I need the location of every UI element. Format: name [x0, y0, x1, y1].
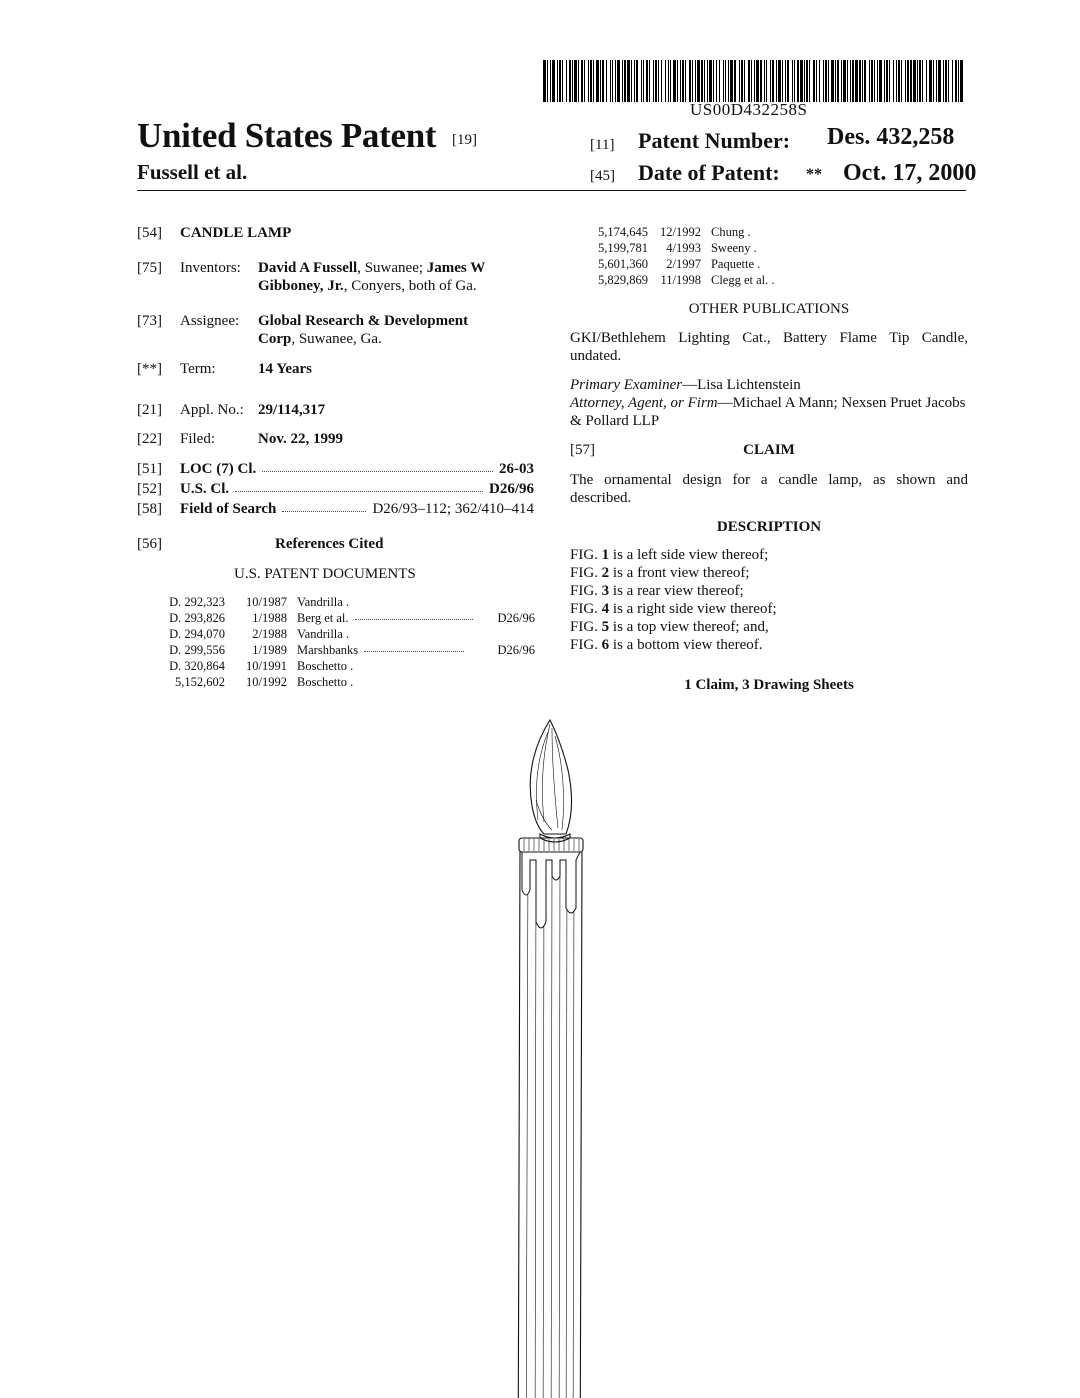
loc-value: 26-03 [499, 461, 534, 477]
figure-number: 4 [601, 601, 610, 617]
figure-prefix: FIG. [570, 565, 602, 581]
field-of-search-row [180, 500, 534, 518]
table-row [598, 224, 775, 240]
ref-cls [483, 658, 535, 674]
description-title: DESCRIPTION [716, 519, 822, 535]
ref-date: 2/1997 [666, 257, 701, 271]
ref-name: Clegg et al. . [710, 273, 775, 287]
ref-num: D. 293,826 [169, 611, 225, 625]
ref-name: Marshbanks [297, 642, 483, 658]
title-field-code: [54] [137, 225, 162, 241]
us-class-label: U.S. Cl. [180, 481, 230, 497]
ref-num: D. 299,556 [169, 643, 225, 657]
inventor-short: Fussell et al. [137, 160, 248, 184]
ref-name: Vandrilla . [297, 627, 350, 641]
table-row [155, 674, 535, 690]
claim-title: CLAIM [743, 442, 795, 458]
figure-description: is a right side view thereof; [609, 601, 777, 617]
appl-number: 29/114,317 [258, 402, 326, 418]
figure-item [570, 618, 968, 636]
ref-cls [483, 626, 535, 642]
figure-number: 2 [601, 565, 610, 581]
ref-name: Berg et al. [297, 610, 483, 626]
ref-num: 5,199,781 [598, 241, 648, 255]
ref-num: 5,152,602 [175, 675, 225, 689]
figure-description: is a bottom view thereof. [609, 637, 763, 653]
refs-code: [56] [137, 536, 162, 552]
figure-item [570, 582, 968, 600]
appl-code: [21] [137, 402, 162, 418]
barcode-bar [960, 60, 963, 102]
figure-prefix: FIG. [570, 619, 602, 635]
figure-item [570, 600, 968, 618]
leader-dots [364, 651, 464, 652]
ref-cls [483, 674, 535, 690]
ref-date: 1/1988 [252, 611, 287, 625]
ref-num: D. 320,864 [169, 659, 225, 673]
ref-num: D. 294,070 [169, 627, 225, 641]
loc-class-row [180, 460, 534, 478]
assignee-location: , Suwanee, Ga. [291, 331, 382, 347]
field-value: D26/93–112; 362/410–414 [372, 501, 534, 517]
title-code: [19] [452, 132, 477, 148]
attorney [570, 394, 968, 430]
filed-label: Filed: [180, 431, 216, 447]
inventors-code: [75] [137, 260, 162, 276]
assignee-line-2 [258, 330, 382, 348]
examiner-name: —Lisa Lichtenstein [682, 377, 801, 393]
inventors-label: Inventors: [180, 260, 241, 276]
figure-item [570, 636, 968, 654]
term-value: 14 Years [258, 361, 313, 377]
leader-dots [355, 619, 473, 620]
table-row [155, 642, 535, 658]
refs-title: References Cited [275, 536, 384, 552]
leader-dots [262, 471, 493, 472]
patent-number-label: Patent Number: [638, 128, 791, 153]
date-label: Date of Patent: [638, 160, 780, 185]
table-row [598, 272, 775, 288]
candle-top-ring [519, 838, 583, 852]
ref-name: Boschetto . [297, 659, 354, 673]
inventors-line-1 [258, 259, 485, 277]
ref-num: 5,601,360 [598, 257, 648, 271]
figure-description: is a top view thereof; and, [609, 619, 769, 635]
figure-number: 3 [601, 583, 610, 599]
figure-description: is a rear view thereof; [609, 583, 744, 599]
patent-number-code: [11] [590, 137, 615, 153]
appl-label: Appl. No.: [180, 402, 244, 418]
inventor-2-first: James W [426, 260, 486, 276]
table-row [598, 256, 775, 272]
ref-name: Boschetto . [297, 675, 354, 689]
ref-name: Sweeny . [710, 241, 757, 255]
date-code: [45] [590, 168, 615, 184]
other-pubs-text: GKI/Bethlehem Lighting Cat., Battery Flame Tip Candle, undated. [570, 330, 968, 364]
table-row [155, 626, 535, 642]
figure-description: is a front view thereof; [609, 565, 750, 581]
figure-item [570, 546, 968, 564]
ref-num: 5,829,869 [598, 273, 648, 287]
patent-office-title: United States Patent [137, 116, 437, 155]
term-code: [**] [137, 361, 162, 377]
figure-list [570, 546, 968, 654]
ref-date: 10/1987 [246, 595, 287, 609]
assignee-label: Assignee: [180, 313, 240, 329]
field-code: [58] [137, 501, 162, 517]
barcode [543, 60, 967, 102]
ref-date: 12/1992 [660, 225, 701, 239]
candle-lamp-drawing [440, 710, 640, 1398]
figure-prefix: FIG. [570, 637, 602, 653]
claim-text: The ornamental design for a candle lamp, as shown and described. [570, 472, 968, 506]
date-mark: ** [806, 166, 822, 183]
ref-name: Vandrilla . [297, 595, 350, 609]
patent-number: Des. 432,258 [827, 124, 955, 150]
ref-date: 1/1989 [252, 643, 287, 657]
us-class-row [180, 480, 534, 498]
leader-dots [282, 511, 366, 512]
attorney-name: —Michael A Mann; Nexsen Pruet Jacobs & Pollard LLP [570, 395, 966, 429]
ref-name: Paquette . [710, 257, 761, 271]
table-row [598, 240, 775, 256]
filed-code: [22] [137, 431, 162, 447]
invention-title: CANDLE LAMP [180, 225, 292, 241]
ref-name: Chung . [710, 225, 751, 239]
loc-label: LOC (7) Cl. [180, 461, 257, 477]
table-row [155, 594, 535, 610]
header-rule [137, 190, 966, 191]
patent-date: Oct. 17, 2000 [843, 160, 977, 186]
us-class-code: [52] [137, 481, 162, 497]
ref-date: 11/1998 [660, 273, 701, 287]
ref-cls [483, 594, 535, 610]
filed-date: Nov. 22, 1999 [258, 431, 344, 447]
assignee-code: [73] [137, 313, 162, 329]
us-class-value: D26/96 [489, 481, 534, 497]
ref-date: 10/1991 [246, 659, 287, 673]
figure-prefix: FIG. [570, 583, 602, 599]
attorney-label: Attorney, Agent, or Firm [570, 395, 718, 411]
inventor-1-location: , Suwanee; [357, 260, 427, 276]
leader-dots [235, 491, 483, 492]
assignee-name: Global Research & Development [258, 313, 469, 329]
barcode-number: US00D432258S [690, 100, 808, 119]
refs-subtitle: U.S. PATENT DOCUMENTS [234, 566, 416, 582]
figure-description: is a left side view thereof; [609, 547, 769, 563]
primary-examiner [570, 376, 968, 394]
table-row [155, 658, 535, 674]
examiner-label: Primary Examiner [570, 377, 683, 393]
wax-drips [522, 852, 580, 928]
figure-number: 5 [601, 619, 610, 635]
assignee-name-end: Corp [258, 331, 292, 347]
references-table-right [598, 224, 775, 288]
ref-date: 4/1993 [666, 241, 701, 255]
inventor-2-location: , Conyers, both of Ga. [343, 278, 477, 294]
figure-number: 1 [601, 547, 610, 563]
inventors-line-2 [258, 277, 477, 295]
ref-date: 2/1988 [252, 627, 287, 641]
loc-code: [51] [137, 461, 162, 477]
ref-num: 5,174,645 [598, 225, 648, 239]
term-label: Term: [180, 361, 216, 377]
ref-date: 10/1992 [246, 675, 287, 689]
references-table-left [155, 594, 535, 690]
ref-num: D. 292,323 [169, 595, 225, 609]
other-pubs-title: OTHER PUBLICATIONS [688, 301, 850, 317]
ref-cls: D26/96 [497, 643, 535, 657]
inventor-2-last: Gibboney, Jr. [258, 278, 344, 294]
table-row [155, 610, 535, 626]
figure-number: 6 [601, 637, 610, 653]
figure-prefix: FIG. [570, 547, 602, 563]
figure-prefix: FIG. [570, 601, 602, 617]
ref-cls: D26/96 [497, 611, 535, 625]
claims-summary: 1 Claim, 3 Drawing Sheets [684, 677, 854, 693]
figure-item [570, 564, 968, 582]
inventor-1: David A Fussell [258, 260, 358, 276]
claim-code: [57] [570, 442, 595, 458]
flame [530, 720, 571, 834]
field-label: Field of Search [180, 501, 277, 517]
